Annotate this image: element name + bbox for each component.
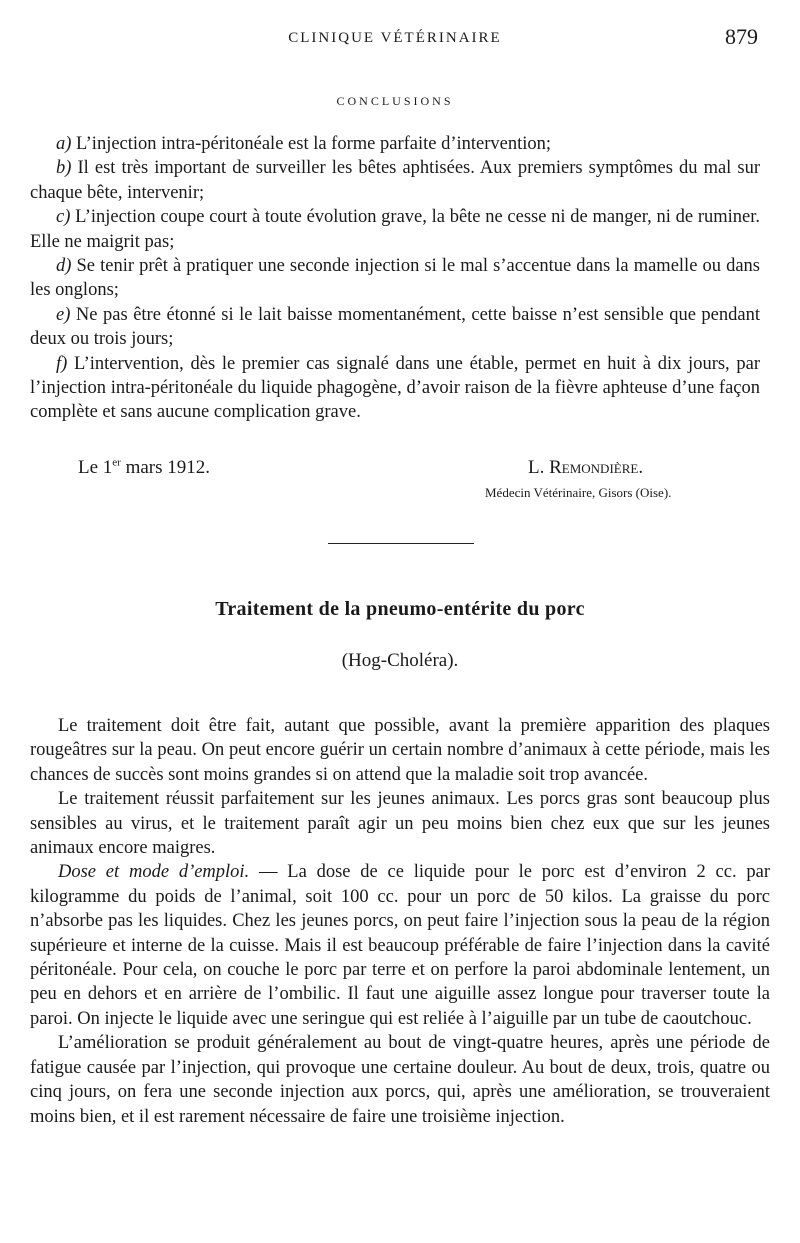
article-paragraph — [30, 860, 770, 1031]
item-text: Se tenir prêt à pratiquer une seconde injection si le mal s’accentue dans la mamelle ou dans les onglons; — [30, 256, 760, 301]
conclusion-item — [30, 352, 760, 425]
item-text: Ne pas être étonné si le lait baisse momentanément, cette baisse n’est sensible que pendant deux ou trois jours; — [30, 304, 760, 350]
article-paragraph: Le traitement réussit parfaitement sur les jeunes animaux. Les porcs gras sont beaucoup plus sensibles au virus, et le traitement paraît agir un peu moins bien chez eux que sur les jeunes animaux encore maigres. — [30, 789, 770, 859]
conclusion-item — [30, 254, 760, 303]
paragraph-lead: Dose et mode d’emploi. — [58, 862, 250, 883]
page-number: 879 — [725, 24, 758, 49]
item-marker: d) — [56, 256, 72, 277]
item-text: L’injection intra-péritonéale est la forme parfaite d’intervention; — [71, 134, 552, 154]
item-marker: f) — [56, 353, 68, 374]
article-body — [30, 714, 770, 1129]
conclusions-heading: CONCLUSIONS — [336, 94, 454, 108]
section-divider — [328, 543, 474, 544]
article-title: Traitement de la pneumo-entérite du porc — [215, 598, 585, 620]
item-marker: a) — [56, 134, 72, 154]
conclusion-item — [30, 205, 760, 254]
item-marker: c) — [56, 207, 71, 228]
conclusions-list — [30, 132, 760, 425]
item-marker: e) — [56, 304, 71, 325]
signature-affiliation: Médecin Vétérinaire, Gisors (Oise). — [485, 485, 672, 500]
date-rest: mars 1912. — [120, 457, 211, 478]
article-subtitle: (Hog-Choléra). — [341, 650, 459, 671]
paragraph-text: — La dose de ce liquide pour le porc est d’environ 2 cc. par kilogramme du poids de l’animal, soit 100 cc. pour un porc de 50 kilos. La graisse du porc n’absorbe pas les liquides. Chez les jeunes porcs, on peut faire l’injection sous la peau de la région supérieure et interne de la cuisse. Mais il est beaucoup préférable de faire l’injection dans la cavité péritonéale. Pour cela, on couche le porc par terre et on perfore la paroi abdominale lentement, un peu en dehors et en arrière de l’ombilic. Il faut une aiguille assez longue pour traverser toute la paroi. On injecte le liquide avec une seringue qui est reliée à l’aiguille par un tube de caoutchouc. — [30, 862, 770, 1029]
article-paragraph: L’amélioration se produit généralement au bout de vingt-quatre heures, après une période de fatigue causée par l’injection, qui provoque une certaine douleur. Au bout de deux, trois, quatre ou cinq jours, on fera une seconde injection aux porcs, qui, après une amélioration, se trouveraient moins bien, et il est rarement nécessaire de faire une troisième injection. — [30, 1033, 770, 1127]
item-text: Il est très important de surveiller les bêtes aphtisées. Aux premiers symptômes du mal sur chaque bête, intervenir; — [30, 158, 760, 203]
signature-date — [78, 457, 210, 479]
conclusion-item — [30, 132, 760, 156]
date-superscript: er — [112, 456, 121, 469]
item-text: L’injection coupe court à toute évolution grave, la bête ne cesse ni de manger, ni de ruminer. Elle ne maigrit pas; — [30, 207, 760, 252]
item-text: L’intervention, dès le premier cas signalé dans une étable, permet en huit à dix jours, par l’injection intra-péritonéale du liquide phagogène, d’avoir raison de la fièvre aphteuse d’une façon complète et sans aucune complication grave. — [30, 353, 760, 423]
article-paragraph: Le traitement doit être fait, autant que possible, avant la première apparition des plaques rougeâtres sur la peau. On peut encore guérir un certain nombre d’animaux à cette période, mais les chances de succès sont moins grandes si on attend que la maladie soit trop avancée. — [30, 716, 770, 785]
running-title: CLINIQUE VÉTÉRINAIRE — [288, 30, 502, 46]
conclusion-item — [30, 156, 760, 205]
item-marker: b) — [56, 158, 72, 179]
date-prefix: Le 1 — [78, 457, 113, 478]
signature-author: L. Remondière. — [528, 457, 644, 478]
conclusion-item — [30, 303, 760, 352]
